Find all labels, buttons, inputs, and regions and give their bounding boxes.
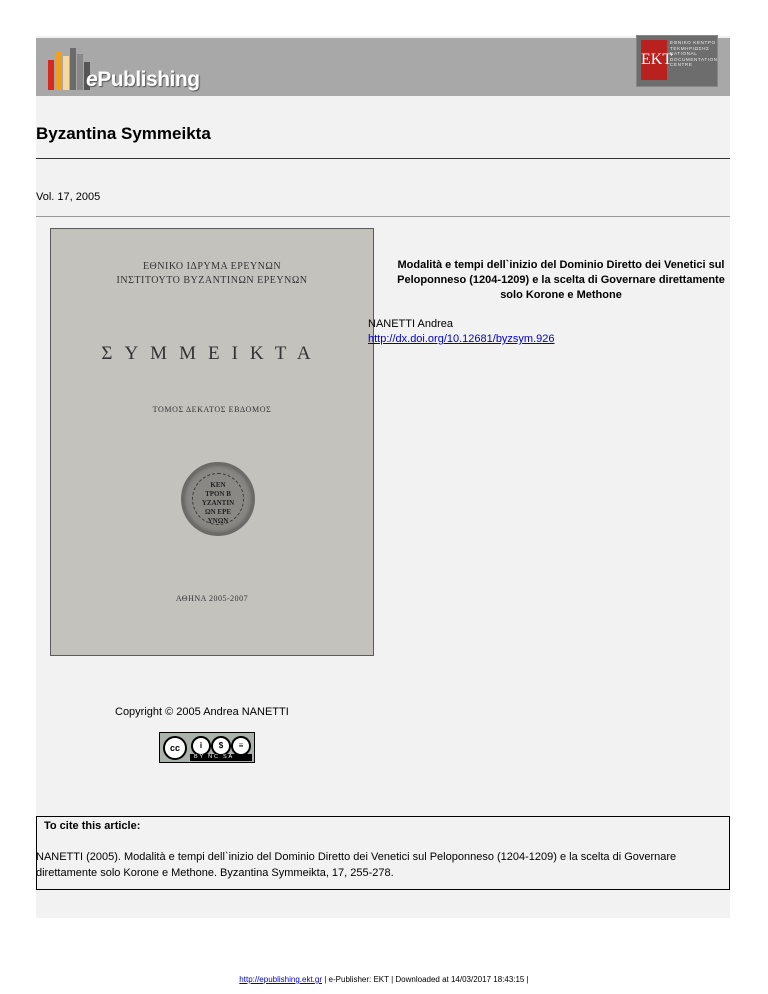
cover-city-line: ΑΘΗΝΑ 2005-2007: [175, 594, 249, 603]
noncommercial-icon: $: [211, 736, 231, 756]
divider: [36, 158, 730, 159]
cover-seal: [181, 462, 255, 536]
epublishing-logo-text: ePublishing: [86, 68, 200, 91]
doi-link[interactable]: http://dx.doi.org/10.12681/byzsym.926: [368, 333, 555, 345]
sharealike-icon: ≡: [231, 736, 251, 756]
divider: [36, 216, 730, 217]
footer: [0, 975, 768, 984]
header-banner: [36, 38, 730, 96]
cc-license-badge[interactable]: [159, 732, 255, 763]
attribution-icon: i: [191, 736, 211, 756]
cover-publisher-line: ΕΘΝΙΚΟ ΙΔΡΥΜΑ ΕΡΕΥΝΩΝ: [142, 261, 282, 272]
footer-link[interactable]: http://epublishing.ekt.gr: [239, 975, 323, 984]
article-author: NANETTI Andrea: [368, 318, 453, 330]
cover-seal-text: ΚΕΝ ΤΡΟΝ Β ΥΖΑΝΤΙΝ ΩΝ ΕΡΕ ΥΝΩΝ: [192, 473, 244, 525]
cc-icon: cc: [163, 736, 187, 760]
ekt-logo: [636, 35, 718, 87]
article-title: Modalità e tempi dell`inizio del Dominio Diretto dei Venetici sul Peloponneso (1204-1209) e la scelta di Governare direttamente solo Korone e Methone: [397, 259, 725, 301]
cover-image: [50, 228, 374, 656]
journal-volume: Vol. 17, 2005: [36, 191, 101, 203]
ekt-logo-mark: EKT: [641, 40, 667, 80]
citation-heading: To cite this article:: [44, 820, 141, 832]
footer-text: | e-Publisher: EKT | Downloaded at 14/03/2017 18:43:15 |: [322, 975, 529, 984]
cover-institute-line: ΙΝΣΤΙΤΟΥΤΟ ΒΥΖΑΝΤΙΝΩΝ ΕΡΕΥΝΩΝ: [116, 275, 308, 286]
cover-title: ΣΥΜΜΕΙΚΤΑ: [101, 343, 323, 364]
copyright-notice: Copyright © 2005 Andrea NANETTI: [115, 706, 289, 718]
cc-license-labels: BY NC SA: [190, 754, 252, 761]
cover-volume-line: ΤΟΜΟΣ ΔΕΚΑΤΟΣ ΕΒΔΟΜΟΣ: [152, 405, 272, 414]
ekt-logo-text: ΕΘΝΙΚΟ ΚΕΝΤΡΟ ΤΕΚΜΗΡΙΩΣΗΣ NATIONAL DOCUMENTATION CENTRE: [670, 40, 718, 68]
journal-title: Byzantina Symmeikta: [36, 124, 211, 143]
citation-text: NANETTI (2005). Modalità e tempi dell`inizio del Dominio Diretto dei Venetici sul Peloponneso (1204-1209) e la scelta di Governare direttamente solo Korone e Methone. Byzantina Symmeikta, 17, 255-278.: [36, 851, 677, 879]
